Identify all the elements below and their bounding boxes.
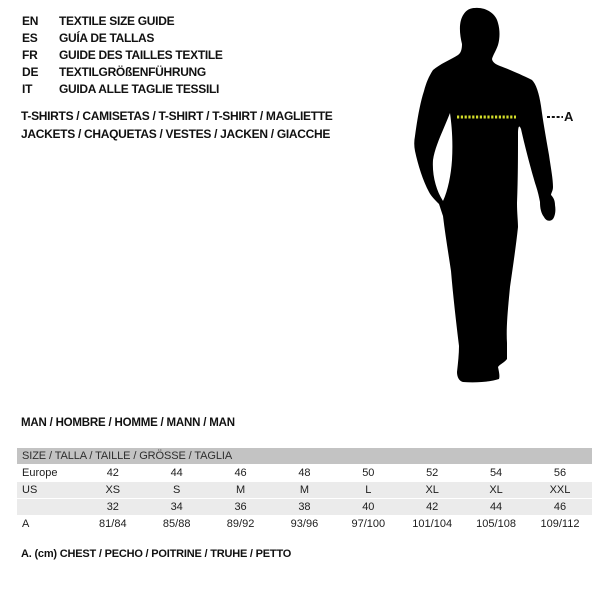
language-row-en [22, 13, 223, 30]
language-code: ES [22, 31, 38, 45]
language-title: GUÍA DE TALLAS [59, 31, 155, 45]
section-title-man: MAN / HOMBRE / HOMME / MANN / MAN [21, 417, 235, 429]
size-value: 32 [81, 499, 145, 516]
row-label: A [17, 516, 81, 533]
size-value: 109/112 [528, 516, 592, 533]
category-tshirts: T-SHIRTS / CAMISETAS / T-SHIRT / T-SHIRT / MAGLIETTE [21, 109, 333, 123]
language-code: DE [22, 65, 39, 79]
measure-label-a: A [564, 109, 574, 124]
man-silhouette-figure [405, 3, 580, 398]
language-row-de [22, 64, 223, 81]
size-value: 44 [145, 465, 209, 482]
size-value: 56 [528, 465, 592, 482]
size-value: 34 [145, 499, 209, 516]
size-value: 42 [400, 499, 464, 516]
size-value: 93/96 [273, 516, 337, 533]
man-silhouette [414, 8, 555, 382]
row-label: Europe [17, 465, 81, 482]
size-value: L [336, 482, 400, 499]
size-value: 36 [209, 499, 273, 516]
language-list [22, 13, 223, 98]
size-value: M [273, 482, 337, 499]
size-value: 42 [81, 465, 145, 482]
size-value: 105/108 [464, 516, 528, 533]
size-value: XL [464, 482, 528, 499]
size-table-header: SIZE / TALLA / TAILLE / GRÖSSE / TAGLIA [17, 448, 592, 465]
row-label [17, 499, 81, 516]
language-row-fr [22, 47, 223, 64]
language-row-es [22, 30, 223, 47]
language-code: EN [22, 14, 39, 28]
size-value: 97/100 [336, 516, 400, 533]
language-code: FR [22, 48, 38, 62]
garment-categories [21, 107, 333, 143]
size-value: 46 [528, 499, 592, 516]
row-label: US [17, 482, 81, 499]
language-title: GUIDA ALLE TAGLIE TESSILI [59, 82, 220, 96]
measurement-footnote: A. (cm) CHEST / PECHO / POITRINE / TRUHE / PETTO [21, 548, 292, 560]
size-value: 89/92 [209, 516, 273, 533]
size-table-header-row [17, 448, 592, 465]
size-table [17, 447, 592, 532]
size-value: 101/104 [400, 516, 464, 533]
table-row-us [17, 482, 592, 499]
size-value: XXL [528, 482, 592, 499]
size-value: 38 [273, 499, 337, 516]
size-value: 40 [336, 499, 400, 516]
size-value: M [209, 482, 273, 499]
size-value: 52 [400, 465, 464, 482]
size-value: 48 [273, 465, 337, 482]
language-title: TEXTILE SIZE GUIDE [59, 14, 175, 28]
size-value: 54 [464, 465, 528, 482]
table-row-chest-cm [17, 516, 592, 533]
size-value: XS [81, 482, 145, 499]
language-title: GUIDE DES TAILLES TEXTILE [59, 48, 223, 62]
table-row-europe [17, 465, 592, 482]
size-value: XL [400, 482, 464, 499]
size-value: 50 [336, 465, 400, 482]
size-value: S [145, 482, 209, 499]
category-jackets: JACKETS / CHAQUETAS / VESTES / JACKEN / GIACCHE [21, 127, 331, 141]
size-value: 44 [464, 499, 528, 516]
size-value: 85/88 [145, 516, 209, 533]
size-value: 46 [209, 465, 273, 482]
language-code: IT [22, 82, 33, 96]
table-row-us-numeric [17, 499, 592, 516]
language-row-it [22, 81, 223, 98]
language-title: TEXTILGRÖßENFÜHRUNG [59, 65, 206, 79]
size-value: 81/84 [81, 516, 145, 533]
